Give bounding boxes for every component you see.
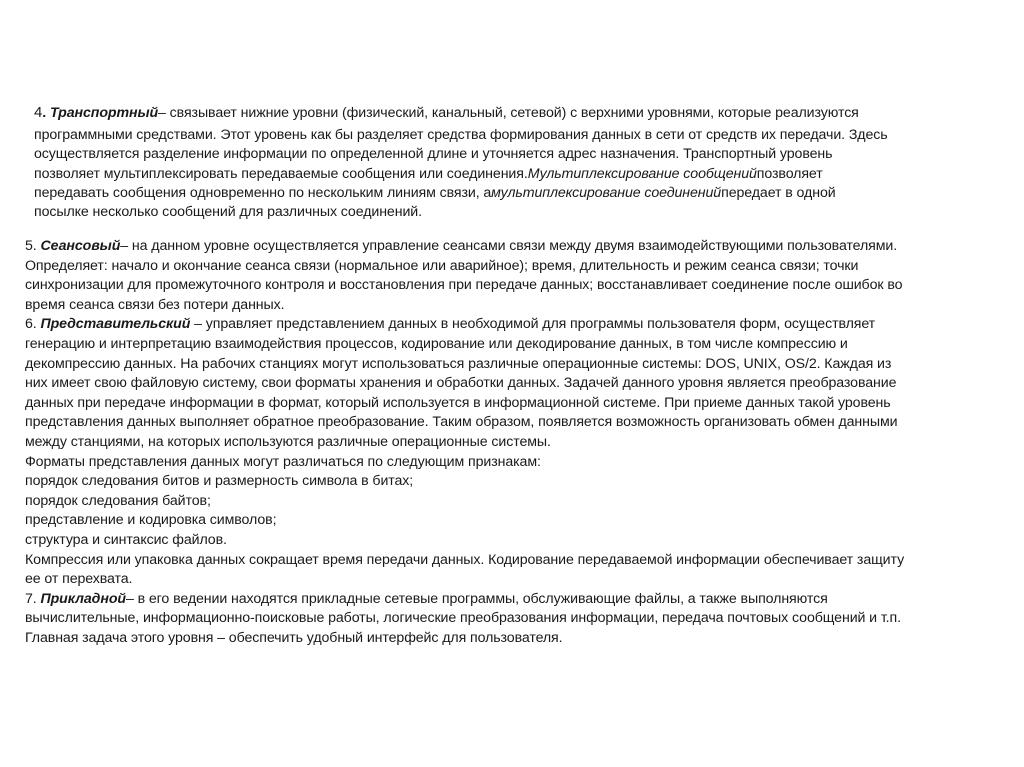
section-term: Сеансовый bbox=[40, 238, 121, 254]
text-fragment: – на данном уровне осуществляется управление сеансами связи между двумя взаимодействующими пользователями. bbox=[120, 238, 898, 254]
list-item: представление и кодировка символов; bbox=[25, 512, 277, 529]
text-fragment: позволяет мультиплексировать передаваемые сообщения или соединения. bbox=[34, 165, 528, 182]
emphasis-term: Мультиплексирование сообщений bbox=[527, 165, 757, 182]
text-fragment: передавать сообщения одновременно по нескольким линиям связи, а bbox=[34, 184, 492, 201]
text-line: программными средствами. Этот уровень как бы разделяет средства формирования данных в сети от средств их передачи. Здесь bbox=[34, 127, 888, 144]
text-line: декомпрессию данных. На рабочих станциях могут использоваться различные операционные системы: DOS, UNIX, OS/2. Каждая из bbox=[25, 355, 892, 372]
text-line: между станциями, на которых используются различные операционные системы. bbox=[25, 433, 551, 450]
sections-5-to-7 bbox=[25, 237, 904, 648]
list-item: порядок следования байтов; bbox=[25, 492, 211, 509]
text-line bbox=[25, 237, 904, 257]
section-term: Транспортный bbox=[49, 105, 159, 121]
text-fragment: – связывает нижние уровни (физический, канальный, сетевой) с верхними уровнями, которые реализуются bbox=[158, 105, 859, 121]
text-line: ее от перехвата. bbox=[25, 571, 133, 588]
text-fragment: – управляет представлением данных в необходимой для программы пользователя форм, осуществляет bbox=[190, 316, 876, 333]
text-line: представления данных выполняет обратное преобразование. Таким образом, появляется возможность организовать обмен данными bbox=[25, 414, 898, 431]
text-line: генерацию и интерпретацию взаимодействия процессов, кодирование или декодирование данных, в том числе компрессию и bbox=[25, 335, 848, 352]
list-item: структура и синтаксис файлов. bbox=[25, 531, 227, 548]
text-line: них имеет свою файловую систему, свои форматы хранения и обработки данных. Задачей данного уровня является преобразование bbox=[25, 375, 897, 392]
section-number: 4 bbox=[34, 104, 43, 121]
section-transport-layer bbox=[34, 103, 888, 222]
text-line: посылке несколько сообщений для различных соединений. bbox=[34, 204, 422, 221]
text-line: время сеанса связи без потери данных. bbox=[25, 296, 285, 313]
text-fragment: передает в одной bbox=[721, 184, 836, 201]
emphasis-term: мультиплексирование соединений bbox=[491, 184, 722, 201]
text-line: Форматы представления данных могут различаться по следующим признакам: bbox=[25, 453, 541, 470]
section-number: 7. bbox=[25, 590, 41, 607]
text-line bbox=[25, 315, 904, 335]
text-fragment: – в его ведении находятся прикладные сетевые программы, обслуживающие файлы, а также выполняются bbox=[125, 590, 828, 607]
text-line: осуществляется разделение информации по определенной длине и уточняется адрес назначения. Транспортный уровень bbox=[34, 146, 833, 163]
section-term: Прикладной bbox=[40, 590, 126, 607]
section-number: 6. bbox=[25, 316, 41, 333]
section-term: Представительский bbox=[40, 316, 191, 333]
text-line: синхронизации для промежуточного контроля и восстановления при передаче данных; восстанавливает соединение после ошибок во bbox=[25, 277, 903, 294]
text-line bbox=[34, 184, 888, 203]
section-dot: . bbox=[42, 105, 47, 121]
text-fragment: позволяет bbox=[756, 165, 823, 182]
text-line: Главная задача этого уровня – обеспечить удобный интерфейс для пользователя. bbox=[25, 629, 563, 646]
text-line bbox=[34, 103, 888, 123]
text-line: данных при передаче информации в формат, который используется в информационной системе. При приеме данных такой уровень bbox=[25, 394, 891, 411]
text-line bbox=[34, 165, 888, 184]
text-line: вычислительные, информационно-поисковые работы, логические преобразования информации, передача почтовых сообщений и т.п. bbox=[25, 610, 901, 627]
text-line: Компрессия или упаковка данных сокращает время передачи данных. Кодирование передаваемой информации обеспечивает защиту bbox=[25, 551, 905, 568]
section-number: 5. bbox=[25, 238, 41, 254]
list-item: порядок следования битов и размерность символа в битах; bbox=[25, 473, 414, 490]
text-line bbox=[25, 590, 904, 610]
text-line: Определяет: начало и окончание сеанса связи (нормальное или аварийное); время, длительность и режим сеанса связи; точки bbox=[25, 257, 859, 274]
